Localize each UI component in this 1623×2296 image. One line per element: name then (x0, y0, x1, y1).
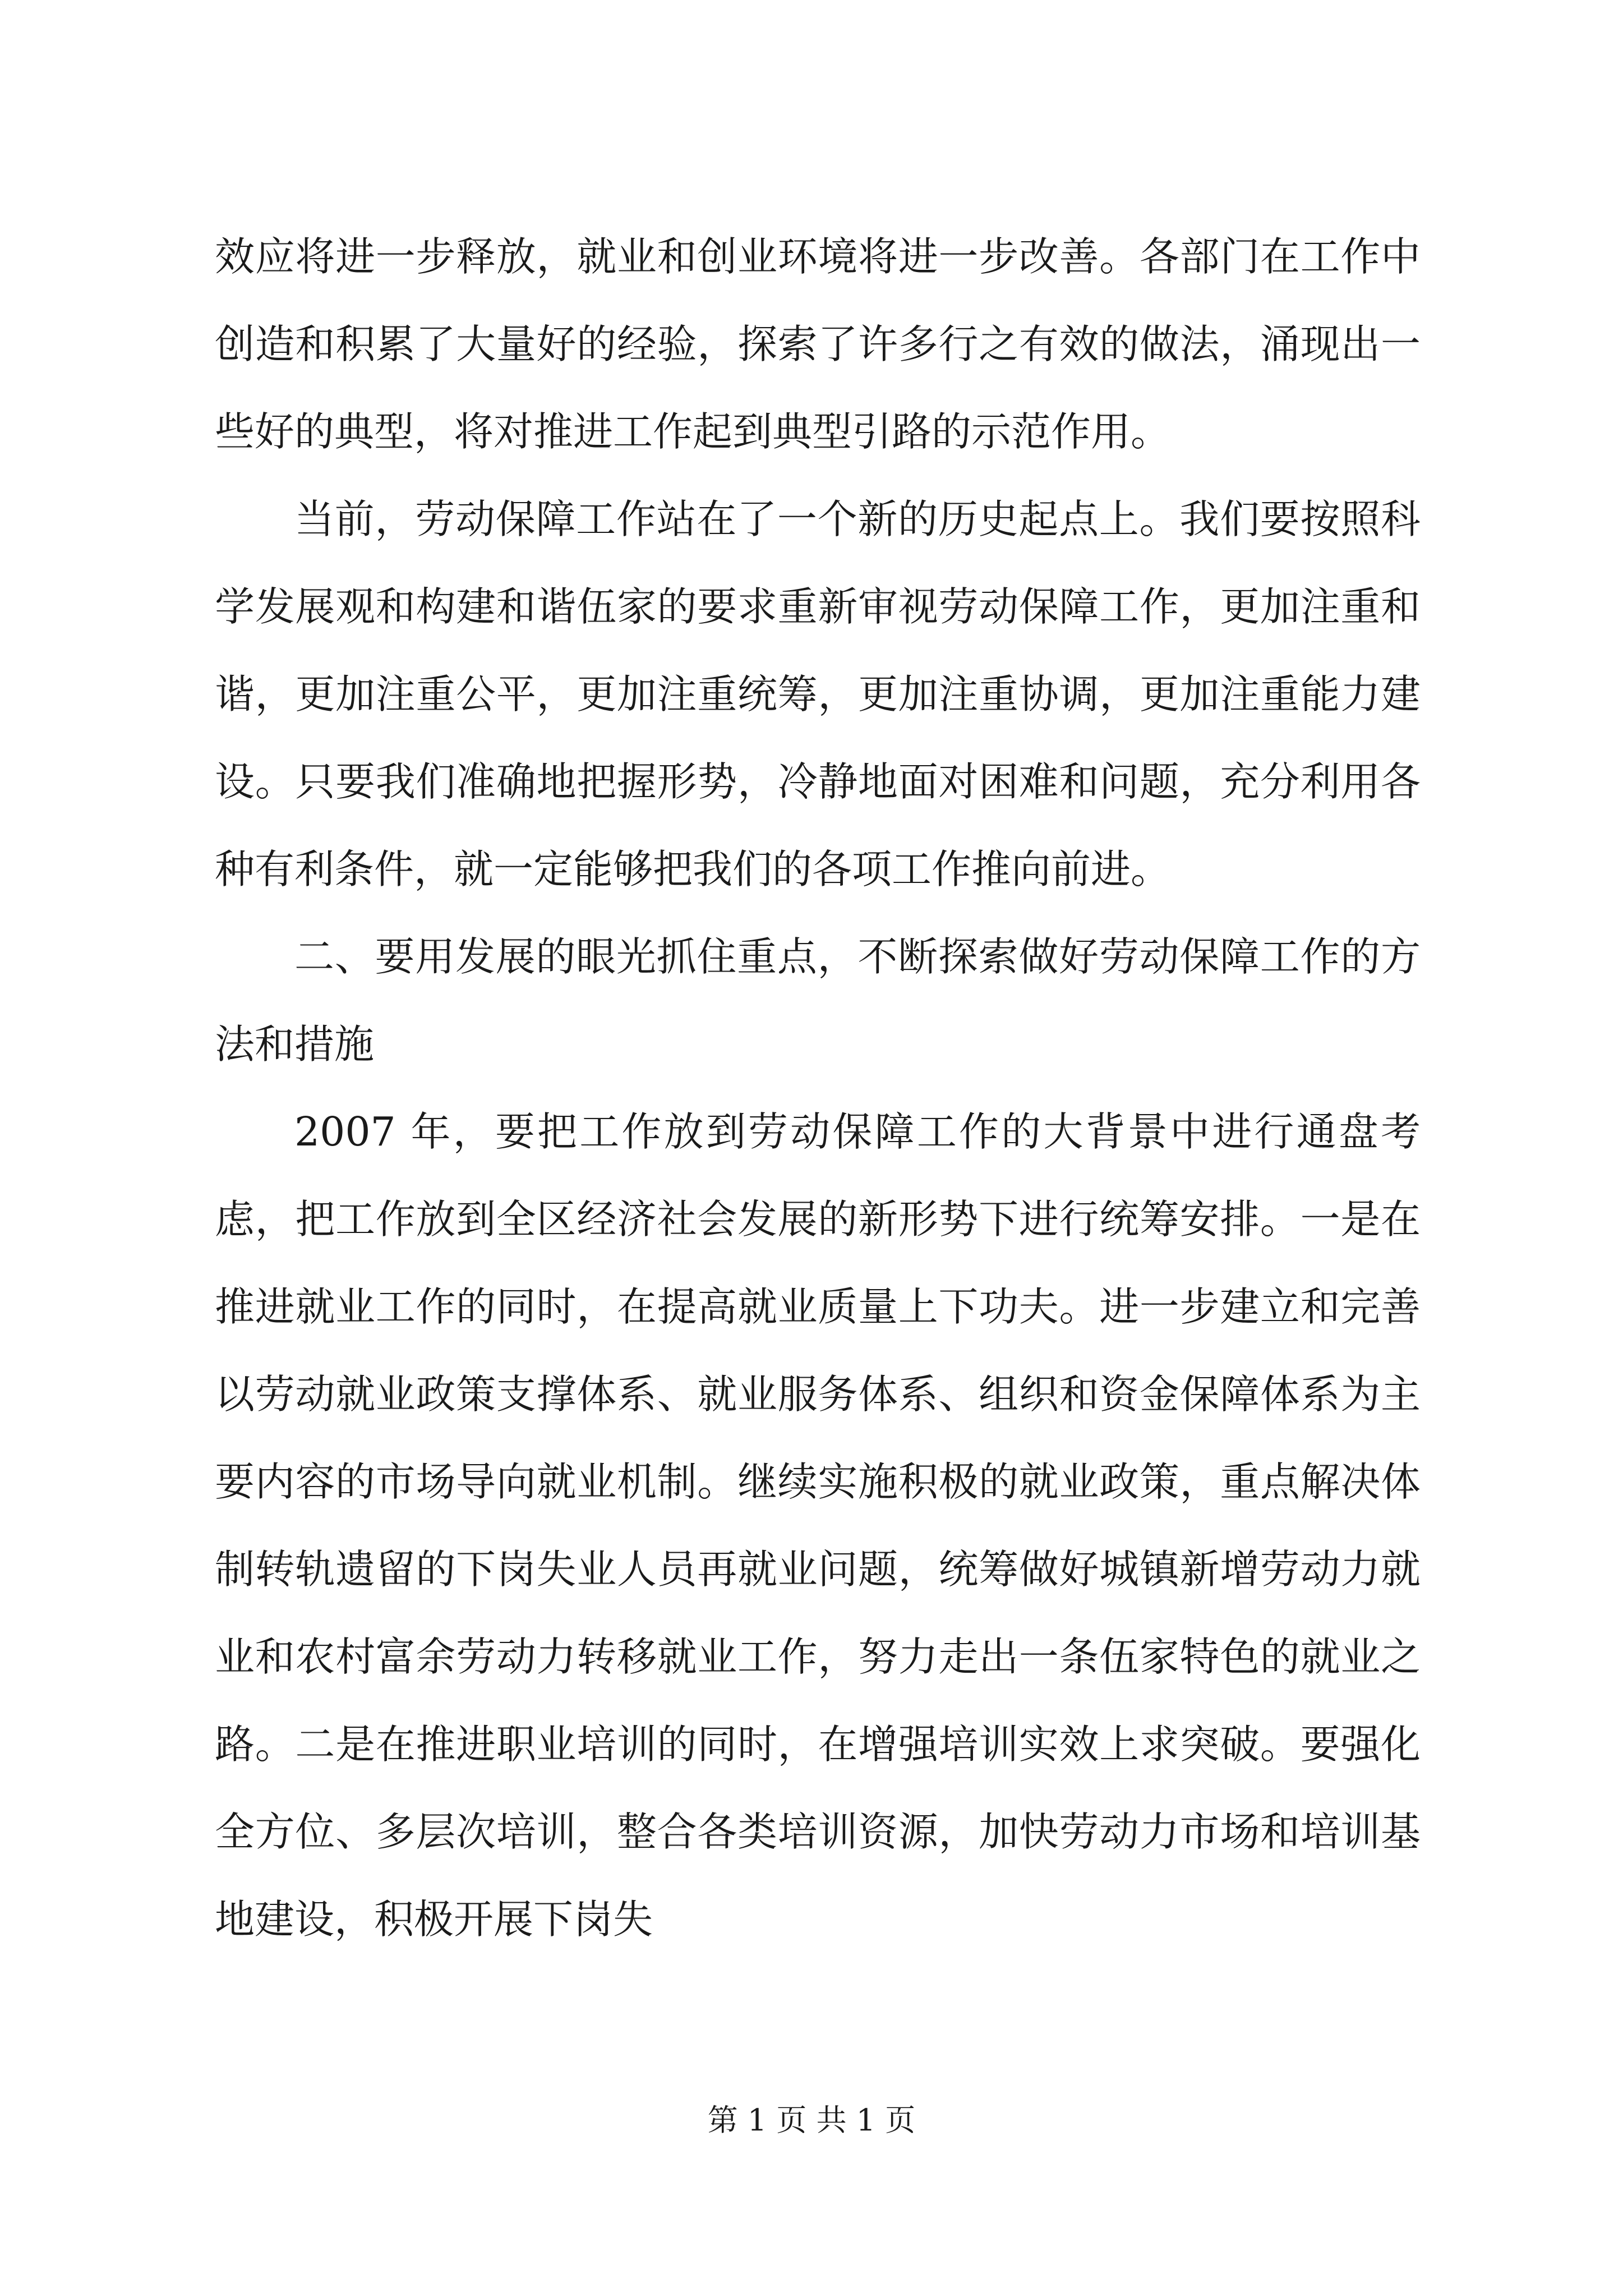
paragraph-2007-plan: 2007 年，要把工作放到劳动保障工作的大背景中进行通盘考虑，把工作放到全区经济社会发展的新形势下进行统筹安排。一是在推进就业工作的同时，在提高就业质量上下功夫。进一步建立和完善以劳动就业政策支撑体系、就业服务体系、组织和资金保障体系为主要内容的市场导向就业机制。继续实施积极的就业政策，重点解决体制转轨遗留的下岗失业人员再就业问题，统筹做好城镇新增劳动力就业和农村富余劳动力转移就业工作，努力走出一条伍家特色的就业之路。二是在推进职业培训的同时，在增强培训实效上求突破。要强化全方位、多层次培训，整合各类培训资源，加快劳动力市场和培训基地建设，积极开展下岗失 (215, 1108, 1421, 1943)
page-number-footer: 第 1 页 共 1 页 (707, 2102, 916, 2138)
paragraph-continuation: 效应将进一步释放，就业和创业环境将进一步改善。各部门在工作中创造和积累了大量好的经验，探索了许多行之有效的做法，涌现出一些好的典型，将对推进工作起到典型引路的示范作用。 (215, 233, 1421, 455)
paragraph-current-situation: 当前，劳动保障工作站在了一个新的历史起点上。我们要按照科学发展观和构建和谐伍家的要求重新审视劳动保障工作，更加注重和谐，更加注重公平，更加注重统筹，更加注重协调，更加注重能力建设。只要我们准确地把握形势，冷静地面对困难和问题，充分利用各种有利条件，就一定能够把我们的各项工作推向前进。 (215, 496, 1421, 892)
section-heading-two: 二、要用发展的眼光抓住重点，不断探索做好劳动保障工作的方法和措施 (215, 933, 1421, 1068)
document-body (215, 213, 1421, 1963)
